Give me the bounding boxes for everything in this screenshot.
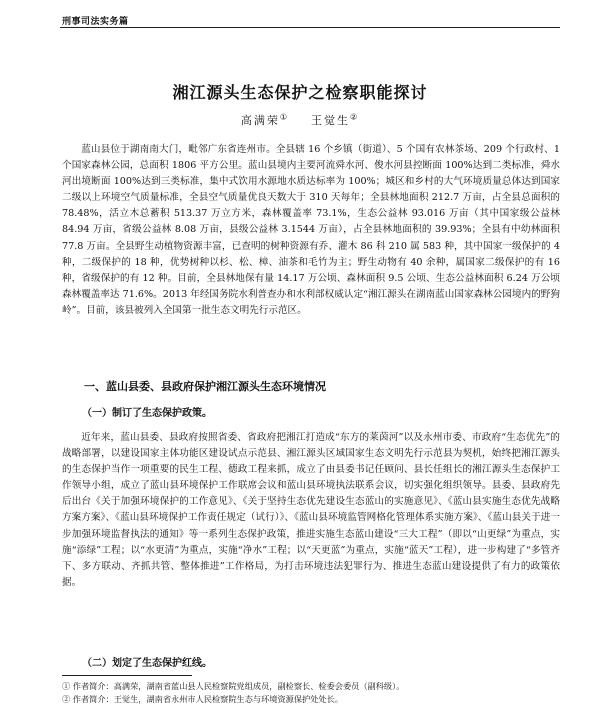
header-rule	[60, 27, 560, 28]
footnote-mark: ②	[350, 112, 360, 122]
author-name: 王觉生	[311, 114, 350, 127]
subsection-heading: （二）划定了生态保护红线。	[82, 658, 212, 669]
article-title: 湘江源头生态保护之检察职能探讨	[172, 83, 428, 102]
footnotes	[62, 680, 560, 706]
footnote: ② 作者简介：王觉生，湖南省永州市人民检察院生态与环境资源保护处处长。	[62, 694, 343, 704]
author-name: 高满荣	[240, 114, 280, 127]
footnote-rule	[62, 675, 192, 676]
subsection-paragraph: 近年来，蓝山县委、县政府按照省委、省政府把湘江打造成“东方的莱茵河”以及永州市委、市政府“生态优先”的战略部署，以建设国家主体功能区建设试点示范县、湘江源头区域国家生态文明先行示范县为契机，始终把湘江源头的生态保护当作一项重要的民生工程、德政工程来抓，成立了由县委书记任顾问、县长任组长的湘江源头生态保护工作领导小组，成立了蓝山县环境保护工作联席会议和蓝山县环境执法联系会议，切实强化组织领导。县委、县政府先后出台《关于加强环境保护的工作意见》、《关于坚持生态优先建设生态蓝山的实施意见》、《蓝山县实施生态优先战略方案方案》、《蓝山县环境保护工作责任规定（试行）》、《蓝山县环境监管网格化管理体系实施方案》、《蓝山县关于进一步加强环境监督执法的通知》等一系列生态保护政策，推进实施生态蓝山建设“三大工程”（即以“山更绿”为重点，实施“添绿”工程；以“水更清”为重点，实施“净水”工程；以“天更蓝”为重点，实施“蓝天”工程），进一步构建了“多管齐下、多方联动、齐抓共管、整体推进”工作格局，为打击环境违法犯罪行为、推进生态蓝山建设提供了有力的政策依据。	[62, 432, 560, 588]
footnote: ① 作者简介：高满荣，湖南省蓝山县人民检察院党组成员，副检察长、检委会委员（副科级）。	[62, 681, 405, 691]
footnote-mark: ①	[279, 112, 289, 122]
subsection-heading: （一）制订了生态保护政策。	[82, 408, 212, 419]
section-heading: 一、蓝山县委、县政府保护湘江源头生态环境情况	[84, 380, 326, 393]
intro-section	[62, 142, 560, 319]
intro-paragraph: 蓝山县位于湖南南大门，毗邻广东省连州市。全县辖 16 个乡镇（街道）、5 个国有农林茶场、209 个行政村、1 个国家森林公园，总面积 1806 平方公里。蓝山县境内主要河流舜水河、俊水河县控断面 100%达到二类标准，舜水河出境断面 100%达到三类标准，集中式饮用水源地水质达标率为 100%；城区和乡村的大气环境质量总体达到国家二级以上环境空气质量标准，全县空气质量优良天数大于 310 天每年；全县林地面积 212.7 万亩，占全县总面积的 78.48%，活立木总蓄积 513.37 万立方米，森林覆盖率 73.1%，生态公益林 93.016 万亩（其中国家级公益林 84.94 万亩，省级公益林 8.08 万亩，县级公益林 3.1544 万亩），占全县林地面积的 39.93%；全县有中幼林面积 77.8 万亩。全县野生动植物资源丰富，已查明的树种资源有乔、灌木 86 科 210 属 583 种，其中国家一级保护的 4 种，二级保护的 18 种，优势树种以杉、松、樟、油茶和毛竹为主；野生动物有 40 余种，属国家二级保护的有 16 种，省级保护的有 12 种。目前，全县林地保有量 14.17 万公顷、森林面积 9.5 公顷、生态公益林面积 6.24 万公顷森林覆盖率达 71.6%。2013 年经国务院水利普查办和水利部权威认定“湘江源头在湖南蓝山国家森林公园境内的野狗岭”。目前，该县被列入全国第一批生态文明先行示范区。	[62, 144, 560, 316]
subsection-body	[62, 430, 560, 591]
author-line	[0, 112, 600, 128]
running-head: 刑事司法实务篇	[62, 17, 129, 27]
